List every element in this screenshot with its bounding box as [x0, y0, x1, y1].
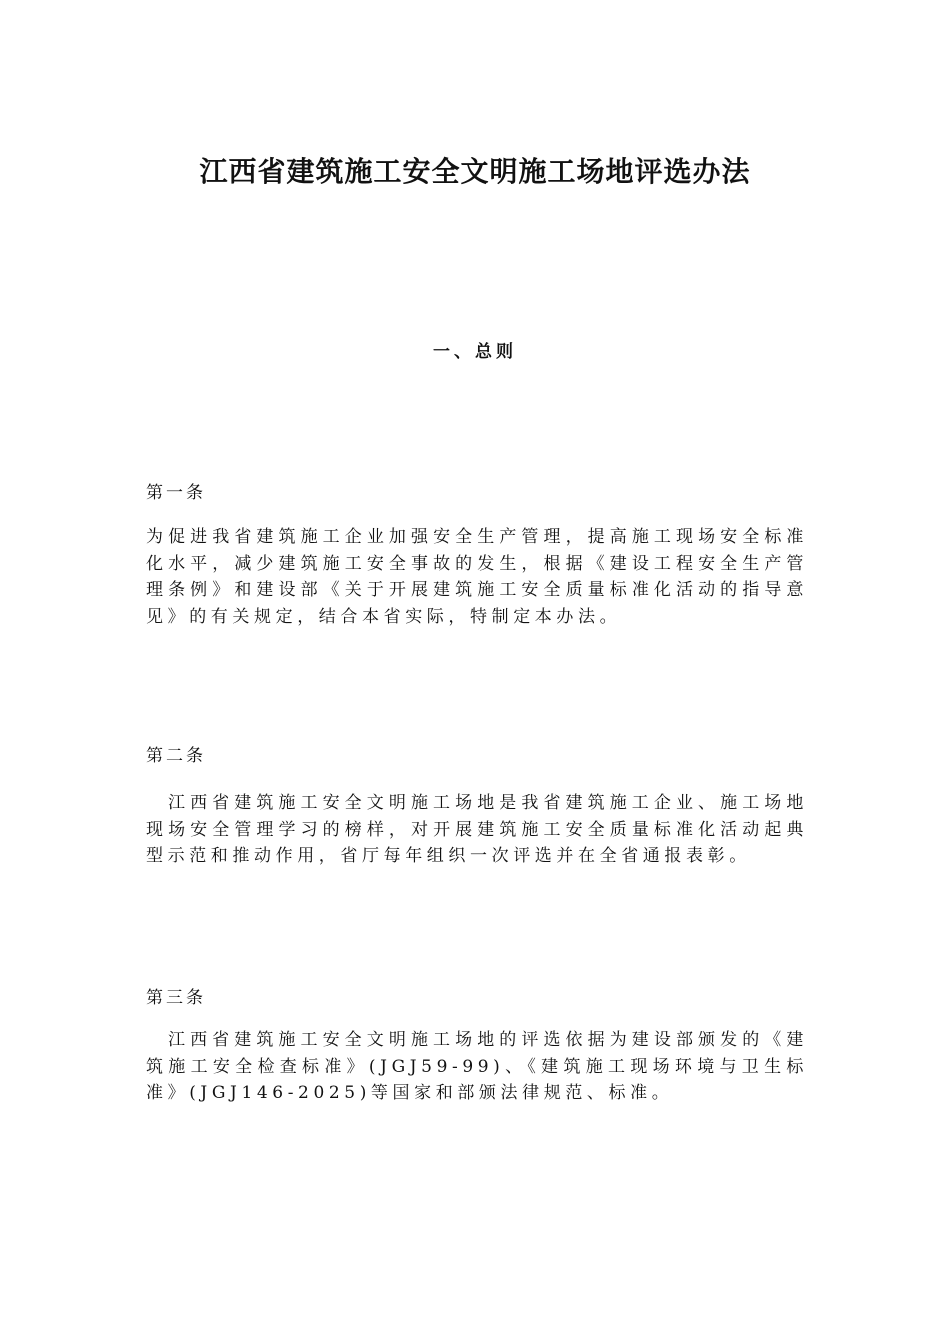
article-1-label: 第一条 [146, 483, 206, 503]
article-2-body: 江西省建筑施工安全文明施工场地是我省建筑施工企业、施工场地现场安全管理学习的榜样，对开展建筑施工安全质量标准化活动起典型示范和推动作用，省厅每年组织一次评选并在全省通报表彰。 [146, 793, 808, 866]
section-heading: 一、总则 [433, 342, 517, 362]
article-3-label: 第三条 [146, 988, 206, 1008]
article-2-label: 第二条 [146, 746, 206, 766]
article-3-body: 江西省建筑施工安全文明施工场地的评选依据为建设部颁发的《建筑施工安全检查标准》(JGJ59-99)、《建筑施工现场环境与卫生标准》(JGJ146-2025)等国家和部颁法律规范、标准。 [146, 1030, 808, 1103]
article-1-body: 为促进我省建筑施工企业加强安全生产管理，提高施工现场安全标准化水平，减少建筑施工安全事故的发生，根据《建设工程安全生产管理条例》和建设部《关于开展建筑施工安全质量标准化活动的指导意见》的有关规定，结合本省实际，特制定本办法。 [146, 527, 808, 627]
document-title: 江西省建筑施工安全文明施工场地评选办法 [199, 155, 751, 188]
